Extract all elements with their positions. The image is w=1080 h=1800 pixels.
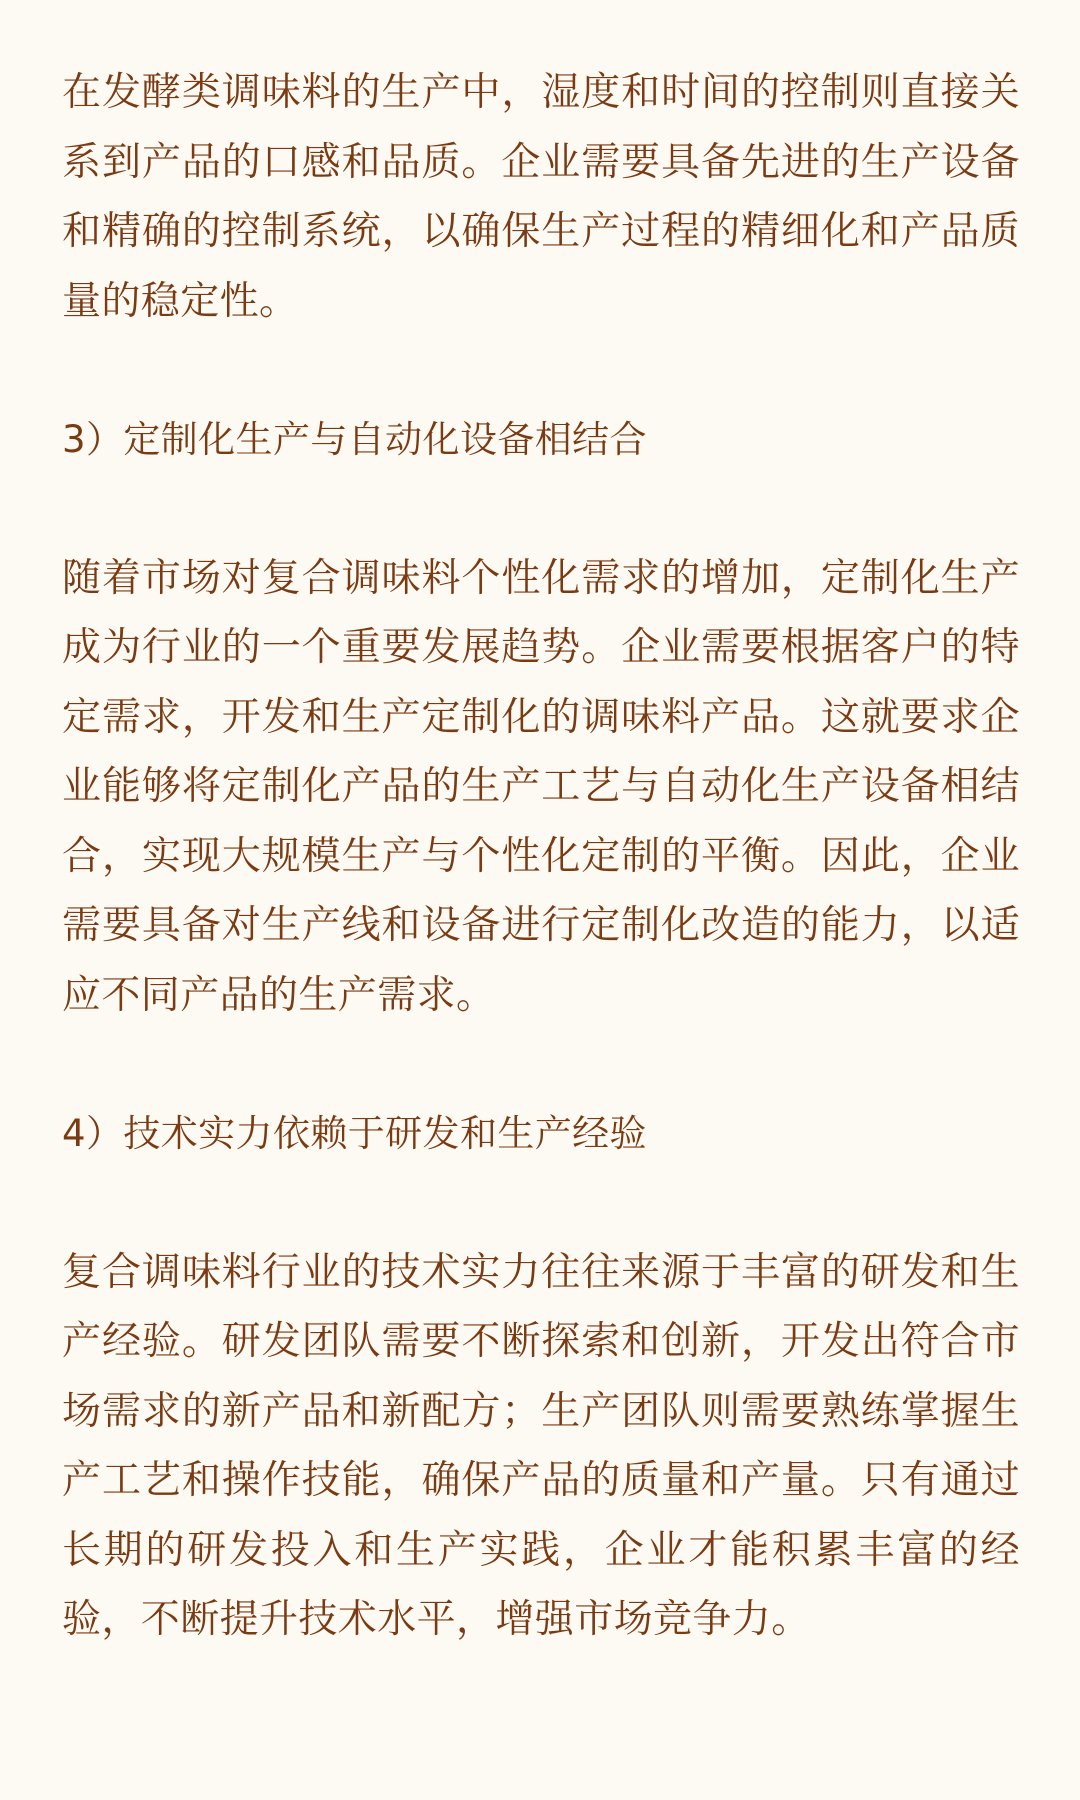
section-heading-customized-production: 3）定制化生产与自动化设备相结合 (62, 418, 647, 461)
paragraph-spacer (62, 1169, 1020, 1238)
paragraph-spacer (62, 475, 1020, 544)
paragraph-spacer (62, 1030, 1020, 1099)
paragraph-fermentation-control: 在发酵类调味料的生产中，湿度和时间的控制则直接关系到产品的口感和品质。企业需要具备先进的生产设备和精确的控制系统，以确保生产过程的精细化和产品质量的稳定性。 (62, 70, 1020, 324)
section-heading-technical-strength: 4）技术实力依赖于研发和生产经验 (62, 1112, 647, 1155)
paragraph-technical-strength: 复合调味料行业的技术实力往往来源于丰富的研发和生产经验。研发团队需要不断探索和创新，开发出符合市场需求的新产品和新配方；生产团队则需要熟练掌握生产工艺和操作技能，确保产品的质量和产量。只有通过长期的研发投入和生产实践，企业才能积累丰富的经验，不断提升技术水平，增强市场竞争力。 (62, 1249, 1020, 1642)
paragraph-customized-production: 随着市场对复合调味料个性化需求的增加，定制化生产成为行业的一个重要发展趋势。企业需要根据客户的特定需求，开发和生产定制化的调味料产品。这就要求企业能够将定制化产品的生产工艺与自动化生产设备相结合，实现大规模生产与个性化定制的平衡。因此，企业需要具备对生产线和设备进行定制化改造的能力，以适应不同产品的生产需求。 (62, 555, 1020, 1018)
paragraph-spacer (62, 336, 1020, 405)
